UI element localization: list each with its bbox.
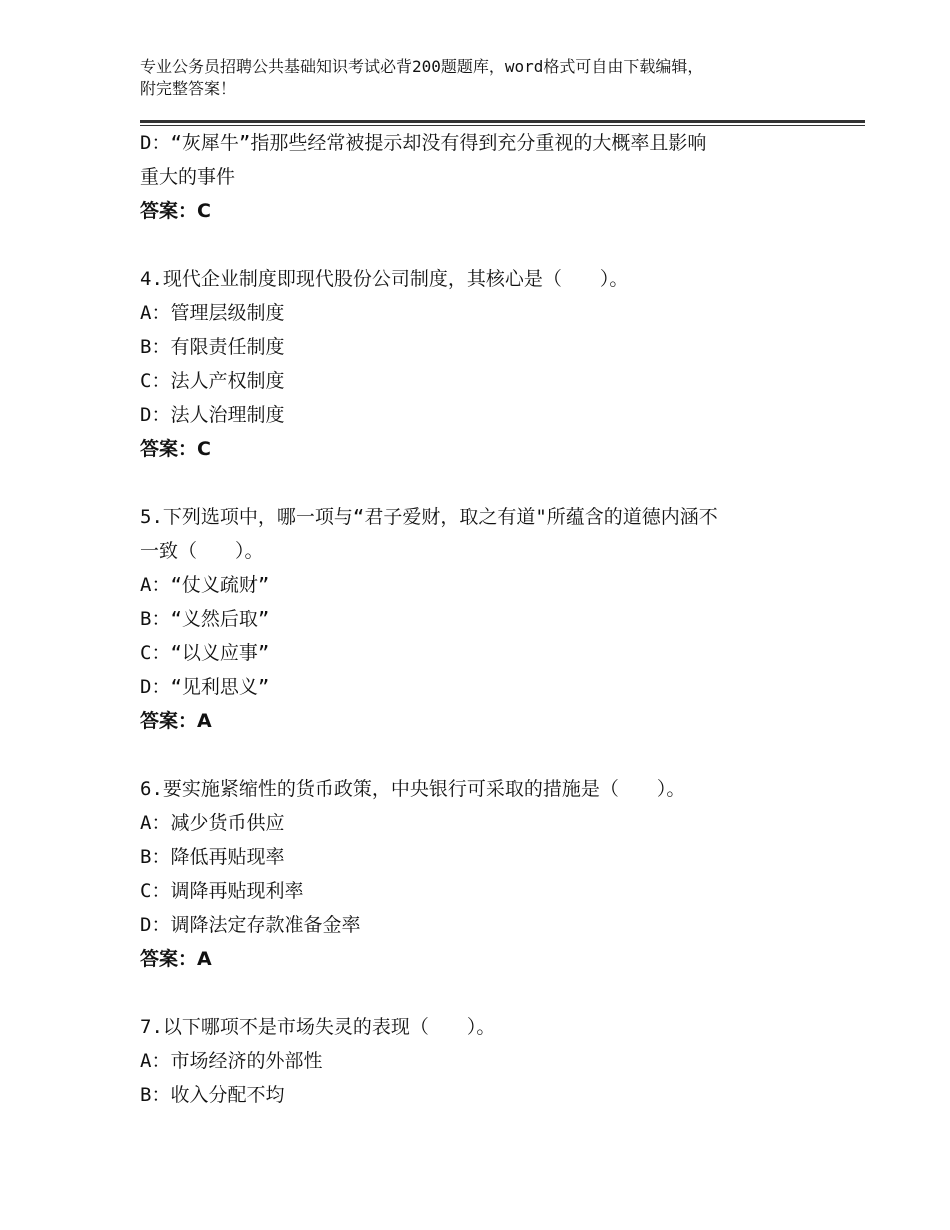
option-d-continued: 重大的事件 [140, 166, 236, 188]
question-stem-continued: 一致（ ）。 [140, 540, 264, 562]
option-c: C：调降再贴现利率 [140, 880, 304, 902]
question-stem: 6.要实施紧缩性的货币政策，中央银行可采取的措施是（ ）。 [140, 778, 686, 800]
answer-label: 答案：C [140, 200, 211, 222]
option-d: D：“灰犀牛”指那些经常被提示却没有得到充分重视的大概率且影响 [140, 132, 707, 154]
spacer [140, 976, 830, 1010]
option-a: A：减少货币供应 [140, 812, 285, 834]
question-4 [140, 262, 830, 466]
question-stem: 7.以下哪项不是市场失灵的表现（ ）。 [140, 1016, 496, 1038]
option-a: A：管理层级制度 [140, 302, 285, 324]
spacer [140, 228, 830, 262]
answer-label: 答案：A [140, 710, 212, 732]
option-a: A：市场经济的外部性 [140, 1050, 323, 1072]
option-d: D：调降法定存款准备金率 [140, 914, 361, 936]
question-list [140, 126, 830, 1112]
spacer [140, 466, 830, 500]
answer-label: 答案：C [140, 438, 211, 460]
option-b: B：收入分配不均 [140, 1084, 285, 1106]
option-d: D：法人治理制度 [140, 404, 285, 426]
option-b: B：降低再贴现率 [140, 846, 285, 868]
question-3-fragment [140, 126, 830, 228]
answer-label: 答案：A [140, 948, 212, 970]
document-header [140, 56, 830, 100]
question-5 [140, 500, 830, 738]
header-divider-thick [140, 120, 865, 123]
question-stem: 4.现代企业制度即现代股份公司制度，其核心是（ ）。 [140, 268, 629, 290]
option-a: A：“仗义疏财” [140, 574, 270, 596]
option-b: B：有限责任制度 [140, 336, 285, 358]
option-c: C：“以义应事” [140, 642, 270, 664]
header-line-2: 附完整答案！ [140, 79, 237, 98]
header-line-1: 专业公务员招聘公共基础知识考试必背200题题库，word格式可自由下载编辑， [140, 57, 704, 76]
spacer [140, 738, 830, 772]
option-c: C：法人产权制度 [140, 370, 285, 392]
question-6 [140, 772, 830, 976]
option-d: D：“见利思义” [140, 676, 270, 698]
option-b: B：“义然后取” [140, 608, 270, 630]
question-7 [140, 1010, 830, 1112]
question-stem: 5.下列选项中，哪一项与“君子爱财，取之有道"所蕴含的道德内涵不 [140, 506, 718, 528]
